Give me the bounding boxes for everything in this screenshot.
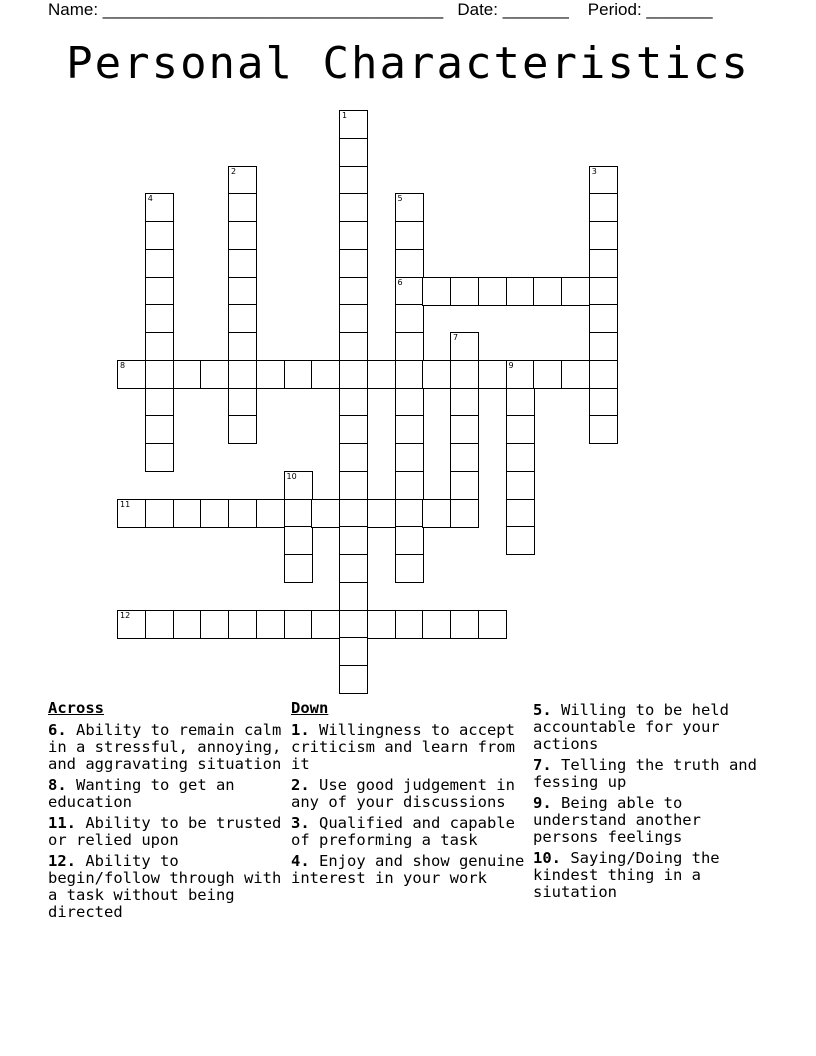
crossword-cell[interactable]	[395, 249, 424, 278]
crossword-cell[interactable]	[339, 277, 368, 306]
crossword-cell[interactable]	[173, 499, 202, 528]
crossword-cell[interactable]	[311, 360, 340, 389]
crossword-cell[interactable]	[173, 610, 202, 639]
crossword-cell[interactable]	[339, 332, 368, 361]
clue-number-label: 4.	[291, 852, 310, 870]
crossword-cell[interactable]	[506, 415, 535, 444]
crossword-cell[interactable]	[284, 471, 313, 500]
crossword-cell[interactable]	[339, 138, 368, 167]
crossword-cell[interactable]	[228, 193, 257, 222]
crossword-cell[interactable]	[228, 610, 257, 639]
crossword-cell[interactable]	[506, 388, 535, 417]
down-clue: 2. Use good judgement in any of your discussions	[291, 776, 515, 811]
crossword-cell[interactable]	[422, 499, 451, 528]
crossword-cell[interactable]	[450, 388, 479, 417]
crossword-cell[interactable]	[256, 610, 285, 639]
down-clues-column-1	[291, 700, 527, 891]
crossword-cell[interactable]	[339, 637, 368, 666]
down-clue: 1. Willingness to accept criticism and learn from it	[291, 721, 515, 773]
crossword-cell[interactable]	[450, 499, 479, 528]
crossword-cell[interactable]	[228, 249, 257, 278]
clue-number: 2	[231, 166, 237, 176]
crossword-cell[interactable]	[284, 360, 313, 389]
crossword-cell[interactable]	[339, 304, 368, 333]
crossword-cell[interactable]	[450, 415, 479, 444]
clue-number-label: 10.	[533, 849, 561, 867]
crossword-cell[interactable]	[367, 610, 396, 639]
crossword-cell[interactable]	[145, 443, 174, 472]
crossword-cell[interactable]	[339, 610, 368, 639]
crossword-cell[interactable]	[367, 360, 396, 389]
crossword-cell[interactable]	[478, 277, 507, 306]
clue-number: 3	[591, 166, 597, 176]
crossword-cell[interactable]	[311, 499, 340, 528]
across-clue: 11. Ability to be trusted or relied upon	[48, 814, 282, 849]
crossword-cell[interactable]	[422, 277, 451, 306]
clue-number: 10	[286, 471, 297, 481]
crossword-cell[interactable]	[450, 332, 479, 361]
crossword-cell[interactable]	[228, 332, 257, 361]
clue-number: 1	[342, 111, 348, 120]
crossword-cell[interactable]	[395, 304, 424, 333]
crossword-cell[interactable]	[395, 388, 424, 417]
crossword-cell[interactable]	[200, 610, 229, 639]
crossword-cell[interactable]	[533, 277, 562, 306]
crossword-cell[interactable]	[395, 443, 424, 472]
down-clue: 4. Enjoy and show genuine interest in your work	[291, 852, 525, 887]
crossword-cell[interactable]	[395, 415, 424, 444]
down-clue: 3. Qualified and capable of preforming a task	[291, 814, 515, 849]
crossword-cell[interactable]	[422, 360, 451, 389]
crossword-cell[interactable]	[145, 332, 174, 361]
crossword-cell[interactable]	[589, 304, 618, 333]
crossword-cell[interactable]	[284, 526, 313, 555]
clue-number-label: 7.	[533, 756, 552, 774]
clue-number: 8	[120, 360, 126, 370]
crossword-cell[interactable]	[395, 526, 424, 555]
crossword-cell[interactable]	[339, 526, 368, 555]
crossword-cell[interactable]	[506, 360, 535, 389]
crossword-cell[interactable]	[117, 610, 146, 639]
clue-number-label: 11.	[48, 814, 76, 832]
clue-number: 11	[120, 499, 131, 509]
crossword-cell[interactable]	[145, 360, 174, 389]
crossword-cell[interactable]	[228, 415, 257, 444]
crossword-cell[interactable]	[478, 610, 507, 639]
down-heading: Down	[291, 699, 329, 717]
crossword-cell[interactable]	[589, 360, 618, 389]
clue-number-label: 2.	[291, 776, 310, 794]
down-clue: 10. Saying/Doing the kindest thing in a siutation	[533, 849, 720, 901]
crossword-cell[interactable]	[395, 221, 424, 250]
crossword-cell[interactable]	[450, 277, 479, 306]
across-clue: 12. Ability to begin/follow through with a task without being directed	[48, 852, 282, 921]
crossword-cell[interactable]	[228, 166, 257, 195]
down-clue: 7. Telling the truth and fessing up	[533, 756, 757, 791]
crossword-cell[interactable]	[339, 193, 368, 222]
across-clue: 8. Wanting to get an education	[48, 776, 235, 811]
crossword-cell[interactable]	[339, 166, 368, 195]
crossword-cell[interactable]	[228, 304, 257, 333]
down-clues-column-2	[533, 702, 773, 905]
crossword-cell[interactable]	[589, 388, 618, 417]
across-clues	[48, 700, 284, 925]
crossword-cell[interactable]	[200, 499, 229, 528]
crossword-cell[interactable]	[145, 499, 174, 528]
crossword-cell[interactable]	[561, 277, 590, 306]
clue-number: 4	[147, 194, 153, 204]
crossword-cell[interactable]	[145, 304, 174, 333]
clue-number-label: 3.	[291, 814, 310, 832]
crossword-cell[interactable]	[145, 610, 174, 639]
crossword-cell[interactable]	[228, 388, 257, 417]
crossword-cell[interactable]	[450, 471, 479, 500]
crossword-cell[interactable]	[450, 443, 479, 472]
date-field[interactable]: Date: _______	[457, 0, 569, 19]
crossword-cell[interactable]	[589, 277, 618, 306]
crossword-cell[interactable]	[339, 554, 368, 583]
crossword-cell[interactable]	[422, 610, 451, 639]
student-info-header	[48, 0, 713, 20]
crossword-cell[interactable]	[228, 360, 257, 389]
clue-number-label: 12.	[48, 852, 76, 870]
crossword-cell[interactable]	[506, 499, 535, 528]
clue-number-label: 6.	[48, 721, 67, 739]
crossword-cell[interactable]	[533, 360, 562, 389]
crossword-cell[interactable]	[145, 415, 174, 444]
down-clue: 5. Willing to be held accountable for your actions	[533, 701, 729, 753]
crossword-cell[interactable]	[395, 193, 424, 222]
crossword-cell[interactable]	[395, 332, 424, 361]
crossword-cell[interactable]	[284, 554, 313, 583]
crossword-cell[interactable]	[395, 360, 424, 389]
clue-number: 6	[397, 277, 403, 287]
across-heading: Across	[48, 699, 104, 717]
name-field[interactable]: Name: ____________________________________	[48, 0, 444, 19]
crossword-cell[interactable]	[589, 166, 618, 195]
crossword-cell[interactable]	[339, 360, 368, 389]
crossword-cell[interactable]	[450, 610, 479, 639]
crossword-cell[interactable]	[200, 360, 229, 389]
crossword-cell[interactable]	[395, 610, 424, 639]
crossword-cell[interactable]	[589, 221, 618, 250]
down-clue: 9. Being able to understand another persons feelings	[533, 794, 701, 846]
crossword-cell[interactable]	[173, 360, 202, 389]
crossword-cell[interactable]	[339, 110, 368, 139]
clue-number-label: 9.	[533, 794, 552, 812]
crossword-cell[interactable]	[506, 471, 535, 500]
crossword-cell[interactable]	[284, 499, 313, 528]
crossword-cell[interactable]	[478, 360, 507, 389]
crossword-cell[interactable]	[339, 415, 368, 444]
crossword-cell[interactable]	[145, 249, 174, 278]
crossword-cell[interactable]	[339, 665, 368, 694]
crossword-cell[interactable]	[339, 249, 368, 278]
crossword-cell[interactable]	[506, 526, 535, 555]
page-title: Personal Characteristics	[66, 38, 750, 89]
crossword-cell[interactable]	[506, 443, 535, 472]
crossword-cell[interactable]	[589, 193, 618, 222]
crossword-cell[interactable]	[395, 277, 424, 306]
crossword-cell[interactable]	[339, 471, 368, 500]
crossword-cell[interactable]	[506, 277, 535, 306]
crossword-cell[interactable]	[228, 499, 257, 528]
crossword-cell[interactable]	[256, 499, 285, 528]
clue-number: 9	[508, 360, 514, 370]
crossword-cell[interactable]	[145, 221, 174, 250]
crossword-cell[interactable]	[395, 471, 424, 500]
crossword-cell[interactable]	[117, 360, 146, 389]
crossword-cell[interactable]	[339, 443, 368, 472]
crossword-cell[interactable]	[589, 332, 618, 361]
clue-number: 12	[120, 610, 131, 620]
crossword-cell[interactable]	[145, 193, 174, 222]
clue-number-label: 8.	[48, 776, 67, 794]
crossword-cell[interactable]	[395, 499, 424, 528]
clue-number: 7	[453, 333, 459, 342]
crossword-cell[interactable]	[117, 499, 146, 528]
clue-number-label: 5.	[533, 701, 552, 719]
crossword-cell[interactable]	[339, 388, 368, 417]
crossword-cell[interactable]	[367, 499, 396, 528]
crossword-cell[interactable]	[450, 360, 479, 389]
crossword-cell[interactable]	[339, 221, 368, 250]
clue-number-label: 1.	[291, 721, 310, 739]
crossword-cell[interactable]	[395, 554, 424, 583]
clue-number: 5	[397, 194, 403, 204]
crossword-cell[interactable]	[589, 415, 618, 444]
crossword-cell[interactable]	[311, 610, 340, 639]
crossword-cell[interactable]	[228, 221, 257, 250]
crossword-cell[interactable]	[561, 360, 590, 389]
crossword-cell[interactable]	[145, 388, 174, 417]
crossword-cell[interactable]	[284, 610, 313, 639]
crossword-cell[interactable]	[256, 360, 285, 389]
period-field[interactable]: Period: _______	[587, 0, 713, 19]
crossword-cell[interactable]	[339, 582, 368, 611]
crossword-cell[interactable]	[339, 499, 368, 528]
across-clue: 6. Ability to remain calm in a stressful, annoying, and aggravating situation	[48, 721, 282, 773]
crossword-cell[interactable]	[228, 277, 257, 306]
crossword-cell[interactable]	[589, 249, 618, 278]
crossword-cell[interactable]	[145, 277, 174, 306]
